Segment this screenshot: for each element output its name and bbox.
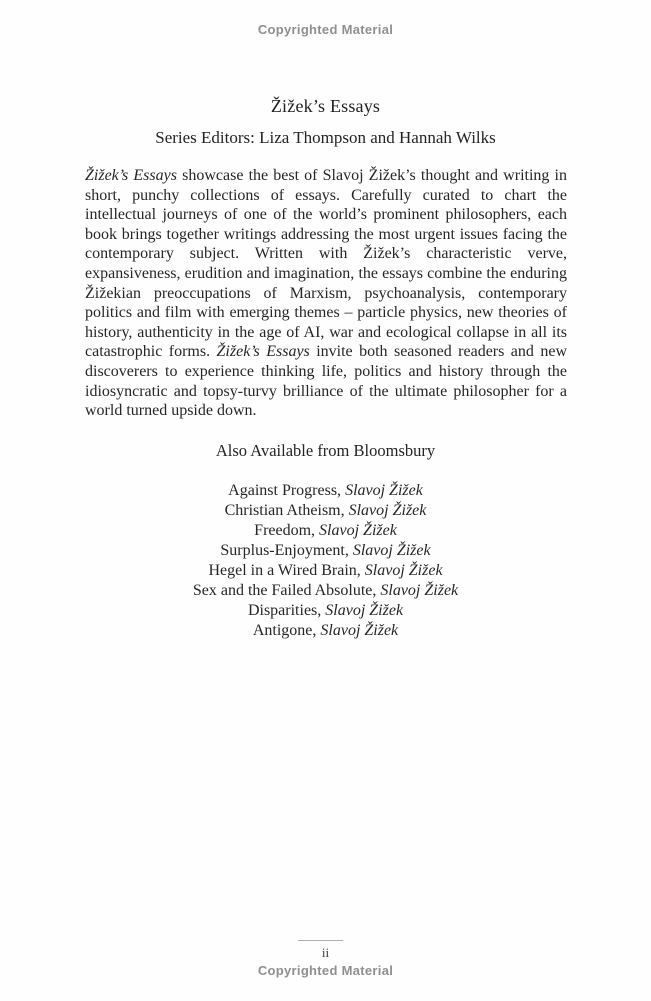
book-list-item (0, 541, 651, 561)
book-author: Slavoj Žižek (319, 522, 397, 539)
book-list-item (0, 501, 651, 521)
series-description-italic-mid: Žižek’s Essays (216, 343, 310, 361)
book-title: Disparities, (247, 602, 322, 619)
page-number-rule (298, 940, 343, 941)
book-title: Against Progress, (228, 482, 342, 499)
also-available-heading: Also Available from Bloomsbury (215, 441, 436, 460)
copyright-watermark-bottom: Copyrighted Material (257, 963, 394, 978)
book-list (0, 481, 651, 641)
book-title: Freedom, (254, 522, 316, 539)
book-list-item (0, 581, 651, 601)
book-list-item (0, 561, 651, 581)
copyright-watermark-top: Copyrighted Material (257, 22, 394, 37)
book-author: Slavoj Žižek (352, 542, 431, 559)
book-title: Surplus-Enjoyment, (220, 542, 349, 559)
book-author: Slavoj Žižek (380, 582, 459, 599)
book-title: Sex and the Failed Absolute, (192, 582, 377, 599)
series-editors: Series Editors: Liza Thompson and Hannah Wilks (155, 128, 496, 147)
book-title: Antigone, (252, 622, 317, 639)
series-description (85, 166, 567, 421)
book-author: Slavoj Žižek (348, 502, 427, 519)
series-title: Žižek’s Essays (270, 96, 381, 116)
book-list-item (0, 601, 651, 621)
book-list-item (0, 481, 651, 501)
book-list-item (0, 521, 651, 541)
book-author: Slavoj Žižek (364, 562, 443, 579)
series-description-body-2: invite both seasoned readers and new discoverers to experience thinking life, politics and history through the idiosyncratic and topsy-turvy brilliance of the ultimate philosopher for a world turned upside down. (85, 343, 568, 420)
page-number: ii (321, 945, 330, 960)
book-author: Slavoj Žižek (325, 602, 404, 619)
series-description-italic-lead: Žižek’s Essays (85, 167, 177, 184)
book-title: Christian Atheism, (224, 502, 345, 519)
book-list-item (0, 621, 651, 641)
book-author: Slavoj Žižek (320, 622, 399, 639)
book-title: Hegel in a Wired Brain, (208, 562, 361, 579)
book-author: Slavoj Žižek (345, 482, 423, 499)
series-description-body-1: showcase the best of Slavoj Žižek’s thought and writing in short, punchy collections of essays. Carefully curated to chart the intellectual journeys of one of the world’s prominent philosophers, each book brings together writings addressing the most urgent issues facing the contemporary subject. Written with Žižek’s characteristic verve, expansiveness, erudition and imagination, the essays combine the enduring Žižekian preoccupations of Marxism, psychoanalysis, contemporary politics and film with emerging themes – particle physics, new theories of history, authenticity in the age of AI, war and ecological collapse in all its catastrophic forms. (85, 167, 567, 361)
